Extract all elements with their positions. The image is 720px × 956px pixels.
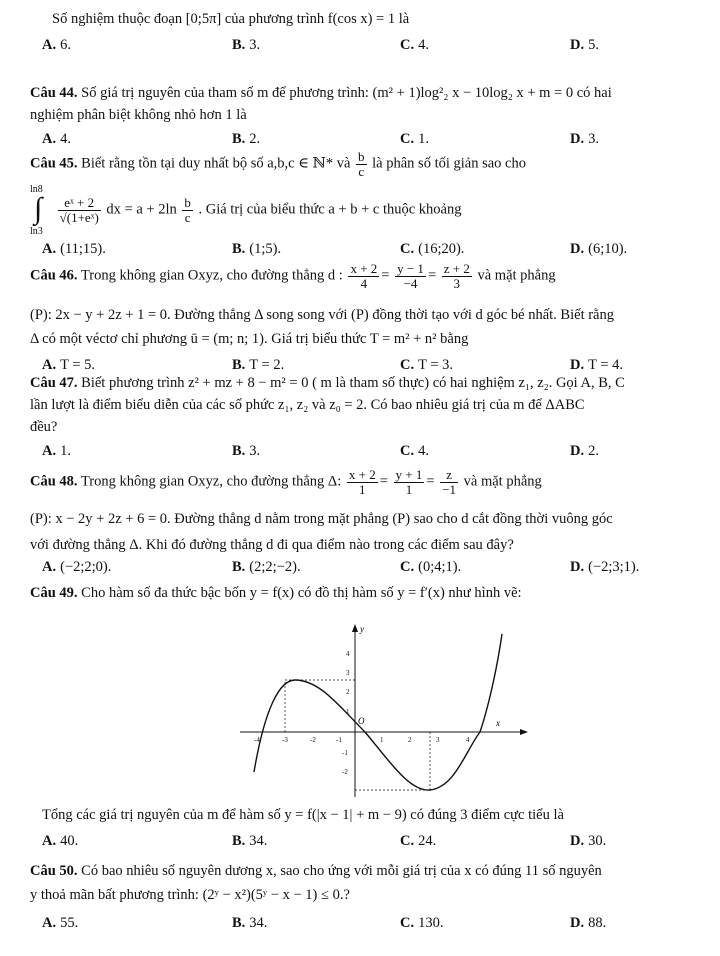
- q46-stem-line3: Δ có một véctơ chỉ phương ū = (m; n; 1). Giá trị biểu thức T = m² + n² bằng: [30, 331, 469, 347]
- q43-option-c[interactable]: C. 4.: [400, 37, 429, 53]
- q43-option-b[interactable]: B. 3.: [232, 37, 261, 53]
- x-tick: 1: [380, 736, 384, 744]
- q46-fraction-y: $\frac{y - 1}{-4}$: [397, 261, 424, 291]
- q50-stem-line1: Câu 50. Có bao nhiêu số nguyên dương x, sao cho ứng với mỗi giá trị của x có đúng 11 số nguyên: [30, 863, 602, 879]
- q47-options: [42, 442, 682, 462]
- x-tick: -2: [310, 736, 316, 744]
- q45-integrand: $\frac{\text{eˣ + 2}}{\text{√(1+eˣ)}}$: [59, 194, 99, 225]
- x-axis-arrow: [520, 729, 528, 735]
- q48-fraction-y: $\frac{y + 1}{1}$: [395, 467, 423, 497]
- y-tick: -2: [342, 768, 348, 776]
- q45-fraction-b-over-c: $\frac{b}{c}$: [358, 149, 365, 179]
- x-tick: -3: [282, 736, 288, 744]
- q48-stem-line1: Câu 48. Trong không gian Oxyz, cho đường thẳng Δ: $\frac{x + 2}{1}$ = $\frac{y + 1}{1}$ = $\frac{z}{-1}$ và mặt phẳng: [30, 467, 542, 497]
- q43-option-d[interactable]: D. 5.: [570, 37, 599, 53]
- q50-options: [42, 914, 682, 934]
- q48-options: [42, 558, 682, 578]
- q50-option-b[interactable]: B. 34.: [232, 915, 268, 931]
- q47-stem-line2: lần lượt là điểm biểu diễn của các số phức z₁, z₂ và z₀ = 2. Có bao nhiêu giá trị của m để ΔABC: [30, 397, 585, 413]
- q46-option-a[interactable]: A. T = 5.: [42, 357, 96, 373]
- q47-stem-line1: Câu 47. Biết phương trình z² + mz + 8 − m² = 0 ( m là tham số thực) có hai nghiệm z₁, z₂. Gọi A, B, C: [30, 375, 625, 391]
- q46-option-c[interactable]: C. T = 3.: [400, 357, 454, 373]
- q43-stem: Số nghiệm thuộc đoạn [0;5π] của phương trình f(cos x) = 1 là: [52, 11, 410, 27]
- q46-options: [42, 356, 682, 376]
- q47-option-c[interactable]: C. 4.: [400, 443, 429, 459]
- y-axis-label: y: [360, 624, 364, 634]
- q50-stem-line2: y thoả mãn bất phương trình: (2ʸ − x²)(5ʸ − x − 1) ≤ 0.?: [30, 887, 350, 903]
- q44-option-b[interactable]: B. 2.: [232, 131, 261, 147]
- q45-option-b[interactable]: B. (1;5).: [232, 241, 282, 257]
- q49-option-c[interactable]: C. 24.: [400, 833, 437, 849]
- q49-stem-after: Tổng các giá trị nguyên của m để hàm số y = f(|x − 1| + m − 9) có đúng 3 điểm cực tiểu là: [42, 807, 564, 823]
- y-tick: 1: [346, 708, 350, 716]
- q44-stem-line1: Câu 44. Số giá trị nguyên của tham số m để phương trình: (m² + 1)log²₂ x − 10log₂ x + m = 0 có hai: [30, 85, 612, 101]
- q45-stem-line2: ln8 ∫ ln3 $\frac{\text{eˣ + 2}}{\text{√(1+eˣ)}}$ dx = a + 2ln $\frac{b}{c}$ . Giá trị của biểu thức a + b + c thuộc khoảng: [30, 184, 462, 237]
- origin-label: O: [358, 716, 365, 726]
- q44-options: [42, 130, 682, 150]
- q45-option-d[interactable]: D. (6;10).: [570, 241, 628, 257]
- x-tick: -1: [336, 736, 342, 744]
- q44-option-d[interactable]: D. 3.: [570, 131, 599, 147]
- q45-number: Câu 45.: [30, 155, 78, 172]
- q45-options: [42, 240, 682, 260]
- q49-number: Câu 49.: [30, 585, 78, 601]
- q44-stem-line2: nghiệm phân biệt không nhỏ hơn 1 là: [30, 107, 247, 123]
- q49-option-b[interactable]: B. 34.: [232, 833, 268, 849]
- q47-option-a[interactable]: A. 1.: [42, 443, 71, 459]
- y-tick: 4: [346, 650, 350, 658]
- derivative-curve: [254, 634, 502, 790]
- q49-option-d[interactable]: D. 30.: [570, 833, 607, 849]
- q44-option-c[interactable]: C. 1.: [400, 131, 429, 147]
- y-tick: 3: [346, 669, 350, 677]
- q46-stem-line2: (P): 2x − y + 2z + 1 = 0. Đường thẳng Δ song song với (P) đồng thời tạo với d góc bé nhất. Biết rằng: [30, 307, 614, 323]
- q50-option-d[interactable]: D. 88.: [570, 915, 607, 931]
- q48-option-d[interactable]: D. (−2;3;1).: [570, 559, 640, 575]
- y-tick: 2: [346, 688, 350, 696]
- q48-fraction-z: $\frac{z}{-1}$: [442, 467, 457, 497]
- q43-option-a[interactable]: A. 6.: [42, 37, 71, 53]
- integral-sign: ln8 ∫ ln3: [30, 184, 43, 237]
- q49-options: [42, 832, 682, 852]
- q47-stem-line3: đều?: [30, 419, 58, 435]
- q45-option-c[interactable]: C. (16;20).: [400, 241, 465, 257]
- x-axis-label: x: [496, 718, 500, 728]
- x-tick: 4: [466, 736, 470, 744]
- x-tick: 3: [436, 736, 440, 744]
- q46-number: Câu 46.: [30, 267, 78, 284]
- q48-stem-line3: với đường thẳng Δ. Khi đó đường thẳng d đi qua điểm nào trong các điểm sau đây?: [30, 537, 514, 553]
- q48-number: Câu 48.: [30, 473, 78, 490]
- q50-option-c[interactable]: C. 130.: [400, 915, 444, 931]
- q46-fraction-x: $\frac{x + 2}{4}$: [350, 261, 378, 291]
- derivative-graph: [240, 622, 530, 802]
- x-tick: -4: [254, 736, 260, 744]
- x-tick: 2: [408, 736, 412, 744]
- q48-option-a[interactable]: A. (−2;2;0).: [42, 559, 112, 575]
- q48-option-c[interactable]: C. (0;4;1).: [400, 559, 462, 575]
- q49-option-a[interactable]: A. 40.: [42, 833, 79, 849]
- q48-fraction-x: $\frac{x + 2}{1}$: [348, 467, 376, 497]
- q45-stem-line1: Câu 45. Biết rằng tồn tại duy nhất bộ số a,b,c ∈ ℕ* và $\frac{b}{c}$ là phân số tối giản sao cho: [30, 149, 526, 179]
- q46-option-b[interactable]: B. T = 2.: [232, 357, 285, 373]
- q47-option-b[interactable]: B. 3.: [232, 443, 261, 459]
- q50-option-a[interactable]: A. 55.: [42, 915, 79, 931]
- q44-option-a[interactable]: A. 4.: [42, 131, 71, 147]
- q44-number: Câu 44.: [30, 85, 78, 101]
- y-tick: -1: [342, 749, 348, 757]
- q47-option-d[interactable]: D. 2.: [570, 443, 599, 459]
- q50-number: Câu 50.: [30, 863, 78, 879]
- q47-number: Câu 47.: [30, 375, 78, 391]
- q48-option-b[interactable]: B. (2;2;−2).: [232, 559, 301, 575]
- q43-options: [42, 36, 682, 56]
- x-tick-labels: [254, 736, 470, 744]
- q49-stem: Câu 49. Cho hàm số đa thức bậc bốn y = f(x) có đồ thị hàm số y = f′(x) như hình vẽ:: [30, 585, 522, 601]
- q46-stem-line1: Câu 46. Trong không gian Oxyz, cho đường thẳng d : $\frac{x + 2}{4}$ = $\frac{y - 1}{-4}$ = $\frac{z + 2}{3}$ và mặt phẳng: [30, 261, 556, 291]
- q45-option-a[interactable]: A. (11;15).: [42, 241, 106, 257]
- q46-fraction-z: $\frac{z + 2}{3}$: [443, 261, 470, 291]
- y-axis-arrow: [352, 624, 358, 632]
- q45-fraction-b-over-c-2: $\frac{b}{c}$: [184, 194, 191, 225]
- q46-option-d[interactable]: D. T = 4.: [570, 357, 624, 373]
- q48-stem-line2: (P): x − 2y + 2z + 6 = 0. Đường thẳng d nằm trong mặt phẳng (P) sao cho d cắt đồng thời vuông góc: [30, 511, 613, 527]
